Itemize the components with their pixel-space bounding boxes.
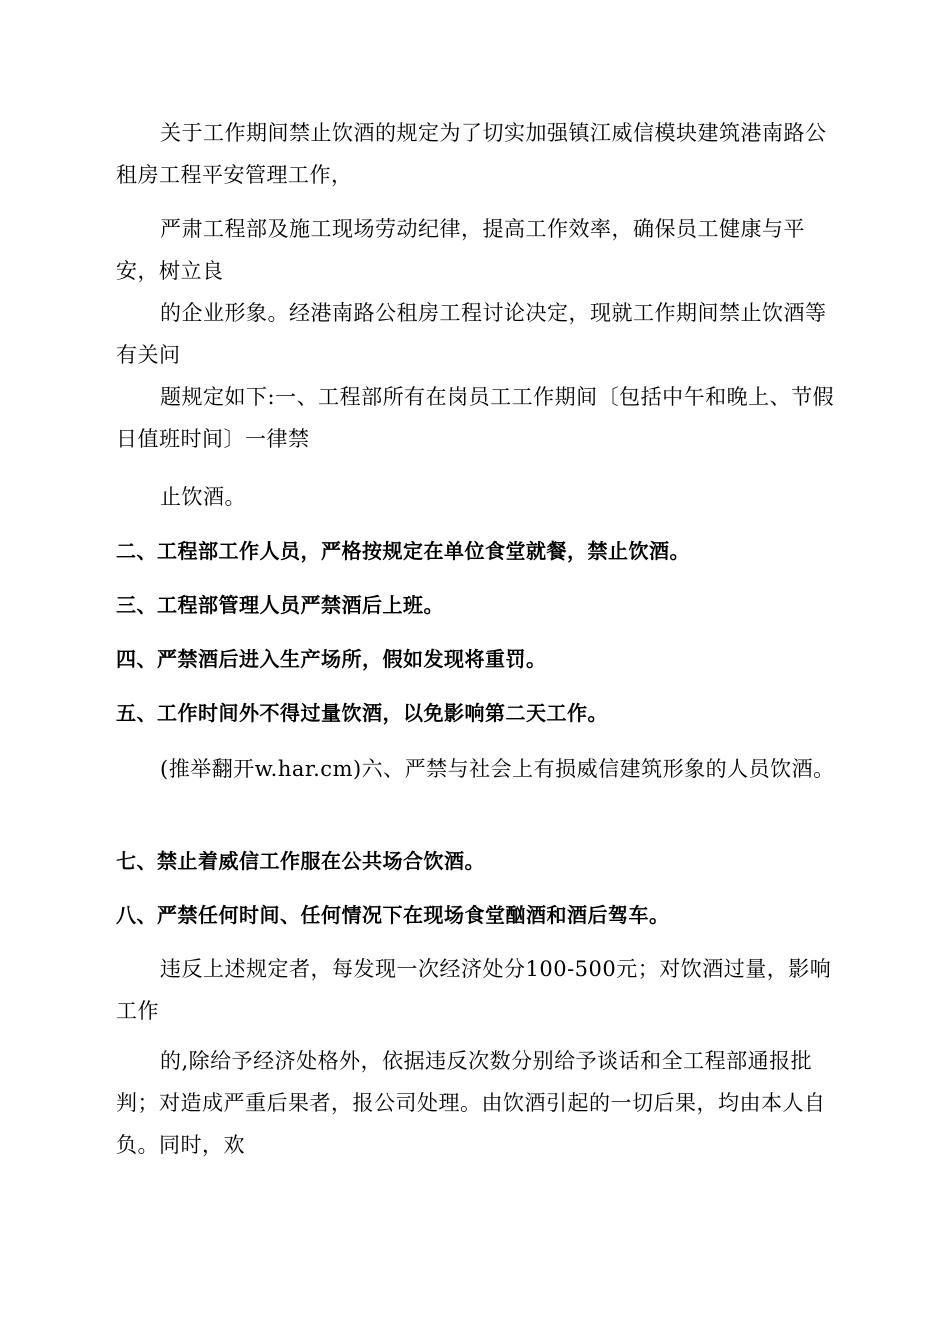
paragraph-image: 的企业形象。经港南路公租房工程讨论决定，现就工作期间禁止饮酒等有关问 <box>116 301 827 367</box>
rule-seven: 七、禁止着威信工作服在公共场合饮酒。 <box>116 849 485 873</box>
paragraph-rule-one: 题规定如下:一、工程部所有在岗员工工作期间〔包括中午和晚上、节假日值班时间〕一律禁 <box>116 385 835 451</box>
paragraph-penalty: 违反上述规定者，每发现一次经济处分100-500元；对饮酒过量，影响工作 <box>116 957 832 1023</box>
paragraph-discipline: 严肃工程部及施工现场劳动纪律，提高工作效率，确保员工健康与平安，树立良 <box>116 217 805 283</box>
rule-four: 四、严禁酒后进入生产场所，假如发现将重罚。 <box>116 647 547 671</box>
paragraph-consequences: 的,除给予经济处格外，依据违反次数分别给予谈话和全工程部通报批判；对造成严重后果者，报公司处理。由饮酒引起的一切后果，均由本人自负。同时，欢 <box>116 1049 826 1157</box>
paragraph-rule-one-end: 止饮酒。 <box>160 485 246 509</box>
rule-two: 二、工程部工作人员，严格按规定在单位食堂就餐，禁止饮酒。 <box>116 539 690 563</box>
paragraph-rule-six: (推举翻开w.har.cm)六、严禁与社会上有损威信建筑形象的人员饮酒。 <box>160 757 835 781</box>
paragraph-intro: 关于工作期间禁止饮酒的规定为了切实加强镇江威信模块建筑港南路公租房工程平安管理工作， <box>116 121 827 187</box>
rule-eight: 八、严禁任何时间、任何情况下在现场食堂酗酒和酒后驾车。 <box>116 903 670 927</box>
rule-five: 五、工作时间外不得过量饮酒，以免影响第二天工作。 <box>116 701 608 725</box>
rule-three: 三、工程部管理人员严禁酒后上班。 <box>116 593 444 617</box>
